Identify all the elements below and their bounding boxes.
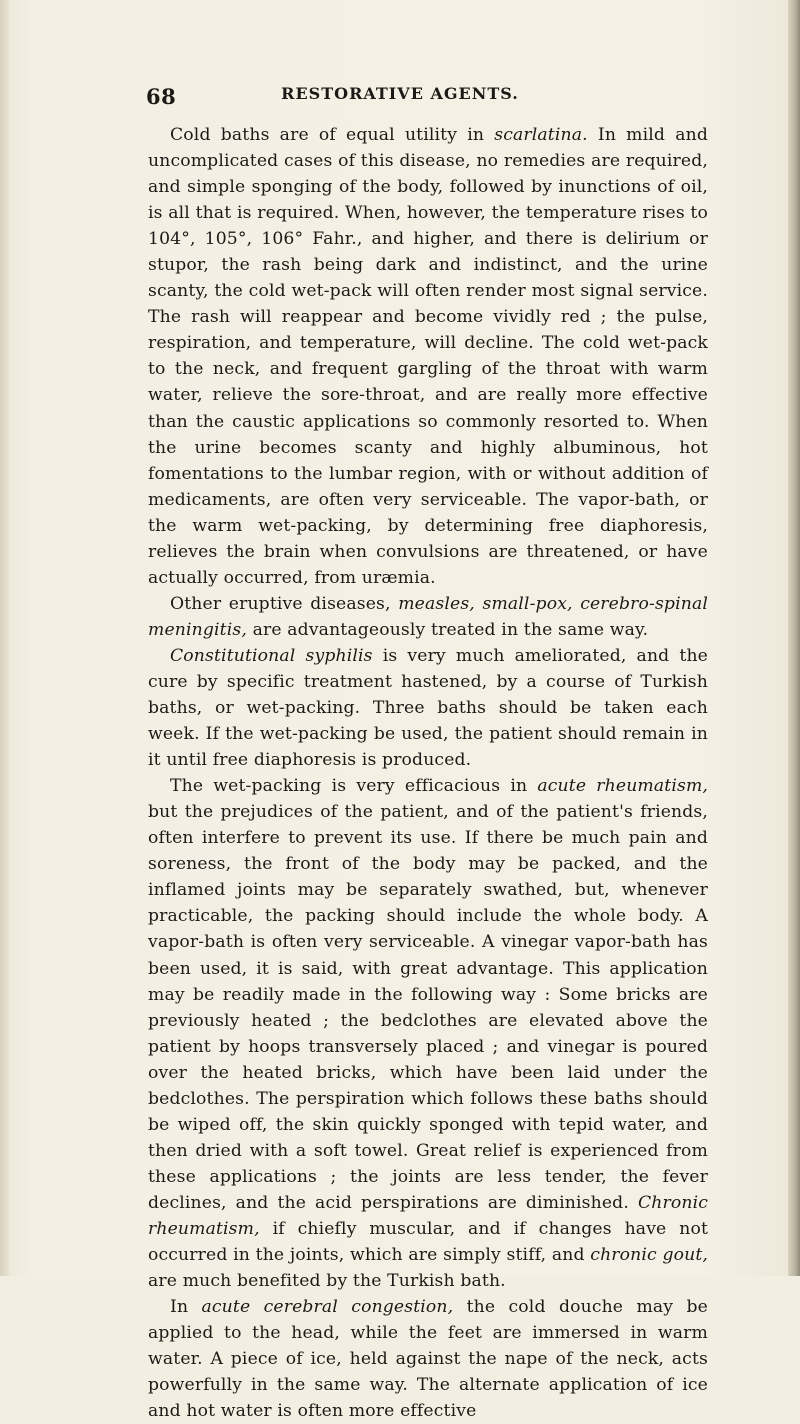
text-run: The wet-packing is very efficacious in (170, 776, 538, 797)
page-right-edge (788, 0, 800, 1276)
page-left-edge (0, 0, 10, 1276)
italic-term: Chronic rheumatism, (148, 1192, 708, 1239)
paragraph (148, 122, 708, 591)
text-run: are advantageously treated in the same way. (246, 619, 649, 640)
text-run: if chiefly muscular, and if changes have not occurred in the joints, which are simply stiff, and (148, 1218, 708, 1266)
italic-term: Constitutional syphilis (170, 645, 373, 666)
italic-term: measles, small-pox, cerebro-spinal meningitis, (148, 593, 708, 640)
paragraph (148, 591, 708, 643)
text-run: is very much ameliorated, and the cure by specific treatment hastened, by a course of Turkish baths, or wet-packing. Three baths should be taken each week. If the wet-packing be used, the patient should remain in it until free diaphoresis is produced. (148, 645, 708, 771)
text-run: In mild and uncomplicated cases of this disease, no remedies are required, and simple sponging of the body, followed by inunctions of oil, is all that is required. When, however, the temperature rises to 104°, 105°, 106° Fahr., and higher, and there is delirium or stupor, the rash being dark and indistinct, and the urine scanty, the cold wet-pack will often render most signal service. The rash will reappear and become vividly red ; the pulse, respiration, and temperature, will decline. The cold wet-pack to the neck, and frequent gargling of the throat with warm water, relieve the sore-throat, and are really more effective than the caustic applications so commonly resorted to. When the urine becomes scanty and highly albuminous, hot fomentations to the lumbar region, with or without addition of medicaments, are often very serviceable. The vapor-bath, or the warm wet-packing, by determining free diaphoresis, relieves the brain when convulsions are threatened, or have actually occurred, from uræmia. (148, 125, 708, 588)
text-run: but the prejudices of the patient, and of the patient's friends, often interfere to prevent its use. If there be much pain and soreness, the front of the body may be packed, and the inflamed joints may be separately swathed, but, whenever practicable, the packing should include the whole body. A vapor-bath is often very serviceable. A vinegar vapor-bath has been used, it is said, with great advantage. This application may be readily made in the following way : Some bricks are previously heated ; the bedclothes are elevated above the patient by hoops transversely placed ; and vinegar is poured over the heated bricks, which have been laid under the bedclothes. The perspiration which follows these baths should be wiped off, the skin quickly sponged with tepid water, and then dried with a soft towel. Great relief is experienced from these applications ; the joints are less tender, the fever declines, and the acid perspirations are diminished. (148, 802, 708, 1213)
paragraph (148, 643, 708, 773)
italic-term: scarlatina. (494, 125, 588, 145)
text-run: Cold baths are of equal utility in (170, 125, 495, 145)
text-run: Other eruptive diseases, (170, 593, 399, 614)
italic-term: chronic gout, (590, 1245, 708, 1266)
italic-term: acute cerebral congestion, (201, 1297, 454, 1318)
text-run: are much benefited by the Turkish bath. (148, 1271, 506, 1292)
page-number: 68 (146, 84, 177, 109)
text-run: In (170, 1297, 202, 1318)
text-run: the cold douche may be applied to the head, while the feet are immersed in warm water. A piece of ice, held against the nape of the neck, acts powerfully in the same way. The alternate application of ice and hot water is often more effective (148, 1297, 708, 1422)
body-text (148, 122, 708, 1424)
italic-term: acute rheumatism, (537, 776, 709, 797)
paragraph (148, 773, 708, 1294)
running-head: RESTORATIVE AGENTS. (281, 84, 519, 103)
paragraph (148, 1294, 708, 1424)
